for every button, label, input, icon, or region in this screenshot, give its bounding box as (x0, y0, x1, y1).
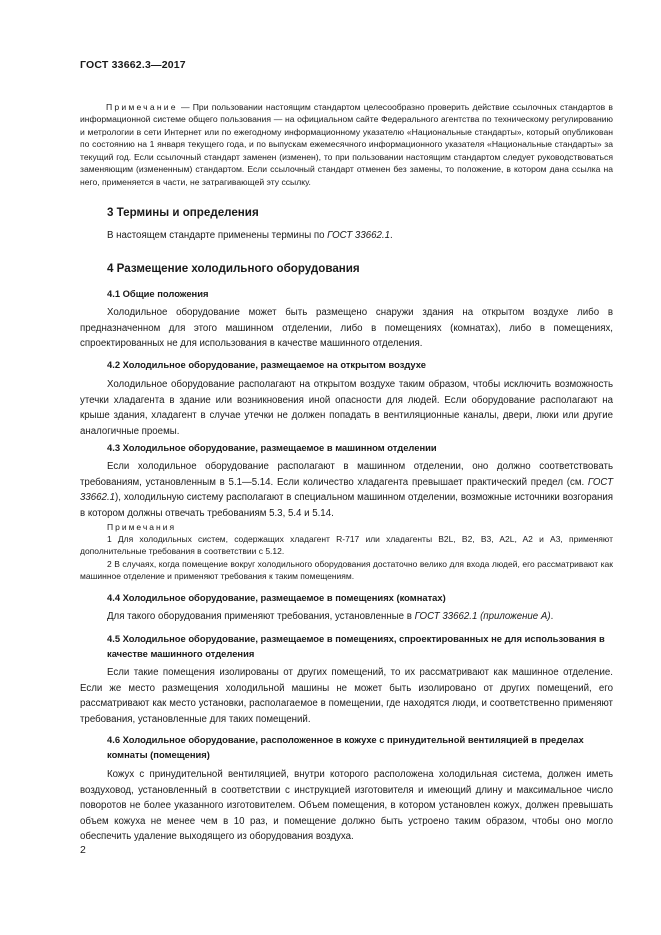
note-2: 2 В случаях, когда помещение вокруг холодильного оборудования достаточно велико для входа людей, его рассматривают как машинное отделение и применяют требования к таким помещениям. (80, 558, 613, 581)
section-4-6-title: 4.6 Холодильное оборудование, расположенное в кожухе с принудительной вентиляцией в пределах комнаты (помещения) (107, 734, 584, 760)
section-4-5-text: Если такие помещения изолированы от других помещений, то их рассматривают как машинное отделение. Если же место размещения холодильной машины не может быть изолировано от других помещений, его рассматривают как место установки, располагаемое в помещении, где находятся люди, и соответственно применяют требования, установленные для таких помещений. (80, 667, 613, 725)
section-4-5-title: 4.5 Холодильное оборудование, размещаемое в помещениях, спроектированных не для использования в качестве машинного отделения (107, 633, 605, 659)
section-3-text: В настоящем стандарте применены термины по ГОСТ 33662.1. (107, 230, 393, 241)
notes-label: Примечания (107, 522, 177, 532)
section-4-4-title: 4.4 Холодильное оборудование, размещаемое в помещениях (комнатах) (107, 592, 446, 603)
standard-reference: ГОСТ 33662.1 (приложение А) (414, 611, 551, 622)
document-header: ГОСТ 33662.3—2017 (80, 59, 186, 71)
note-text: — При пользовании настоящим стандартом целесообразно проверить действие ссылочных стандартов в информационной системе общего пользования — на официальном сайте Федерального агентства по техническому регулированию и метрологии в сети Интернет или по ежегодному информационному указателю «Национальные стандарты», который опубликован по состоянию на 1 января текущего года, и по выпускам ежемесячного информационного указателя «Национальные стандарты» за текущий год. Если ссылочный стандарт заменен (изменен), то при пользовании настоящим стандартом следует руководствоваться заменяющим (измененным) стандартом. Если ссылочный стандарт отменен без замены, то положение, в котором дана ссылка на него, применяется в части, не затрагивающей эту ссылку. (80, 102, 613, 187)
standard-reference: ГОСТ 33662.1 (80, 476, 613, 503)
section-4-3-title: 4.3 Холодильное оборудование, размещаемое в машинном отделении (107, 442, 437, 453)
section-4-1-title: 4.1 Общие положения (107, 288, 209, 299)
standard-reference: ГОСТ 33662.1 (327, 230, 390, 241)
section-4-4-text: Для такого оборудования применяют требования, установленные в ГОСТ 33662.1 (приложение А). (107, 611, 554, 622)
section-4-1-text: Холодильное оборудование может быть размещено снаружи здания на открытом воздухе либо в предназначенном для этого машинном отделении, либо в помещениях (комнатах), либо в помещениях, спроектированных не для использования в качестве машинного отделения. (80, 307, 613, 349)
section-4-6-text: Кожух с принудительной вентиляцией, внутри которого расположена холодильная система, должен иметь воздуховод, установленный в соответствии с инструкцией изготовителя и имеющий длину и максимальное число поворотов не более указанного изготовителем. Объем помещения, в котором установлен кожух, должен превышать объем кожуха не менее чем в 10 раз, и помещение должно быть устроено таким образом, чтобы оно могло обеспечить удаление выходящего из оборудования воздуха. (80, 769, 613, 842)
section-4-3-text: Если холодильное оборудование располагают в машинном отделении, оно должно соответствовать требованиям, установленным в 5.1—5.14. Если количество хладагента превышает практический предел (см. ГОСТ 33662.1), холодильную систему располагают в специальном машинном отделении, возможные источники возгорания в котором должны отвечать требованиям 5.3, 5.4 и 5.14. (80, 461, 613, 519)
section-4-title: 4 Размещение холодильного оборудования (107, 262, 360, 275)
section-4-2-text: Холодильное оборудование располагают на открытом воздухе таким образом, чтобы исключить возможность утечки хладагента в здание или возникновения иной опасности для людей. Если оборудование располагают на крыше здания, хладагент в случае утечки не должен попадать в вентиляционные каналы, двери, люки или другие аналогичные проемы. (80, 379, 613, 437)
intro-note (80, 101, 613, 188)
note-label: Примечание (106, 102, 178, 112)
section-3-title: 3 Термины и определения (107, 206, 259, 219)
note-1: 1 Для холодильных систем, содержащих хладагент R-717 или хладагенты B2L, B2, B3, A2L, A2 и A3, применяют дополнительные требования в соответствии с 5.12. (80, 534, 613, 557)
section-4-2-title: 4.2 Холодильное оборудование, размещаемое на открытом воздухе (107, 359, 426, 370)
section-4-3-notes (80, 521, 613, 582)
page-number: 2 (80, 844, 86, 856)
